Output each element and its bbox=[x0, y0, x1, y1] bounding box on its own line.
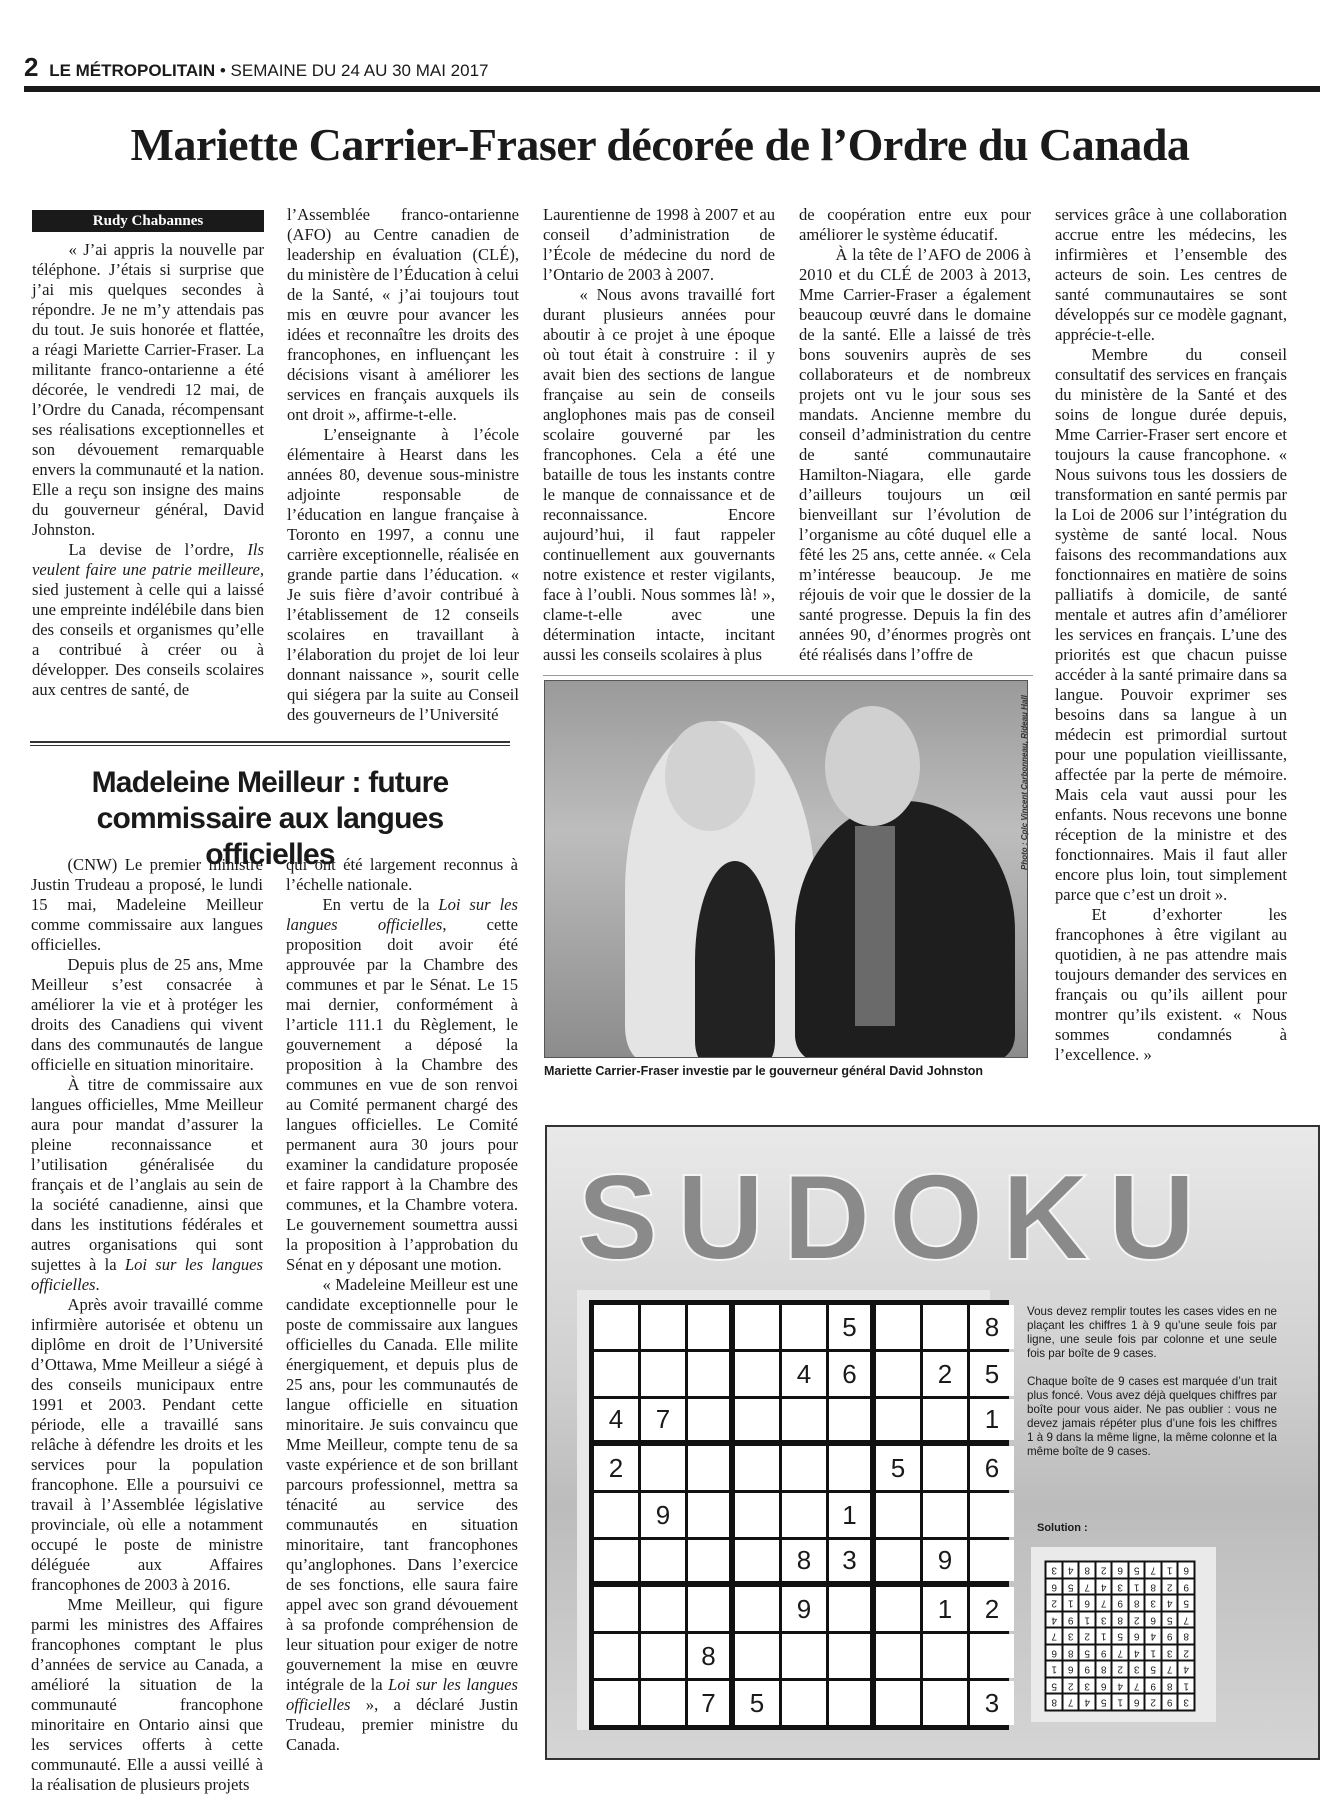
solution-cell: 3 bbox=[1097, 1613, 1112, 1628]
sudoku-panel bbox=[545, 1125, 1320, 1760]
solution-cell: 8 bbox=[1097, 1662, 1112, 1677]
photo-caption: Mariette Carrier-Fraser investie par le gouverneur général David Johnston bbox=[544, 1064, 984, 1078]
sudoku-cell[interactable] bbox=[735, 1587, 779, 1631]
solution-cell: 8 bbox=[1064, 1646, 1079, 1661]
sudoku-cell[interactable] bbox=[594, 1681, 638, 1725]
paragraph: l’Assemblée franco-ontarienne (AFO) au Centre canadien de leadership en évaluation (CLÉ), du ministère de l’Éducation à celui de la Santé, « j’ai toujours tout mis en œuvre pour avancer les idées et reconnaître les droits des francophones, en influençant les décisions visant à améliorer les services en français auxquels ils ont droit », affirme-t-elle. bbox=[287, 205, 519, 424]
sudoku-cell[interactable] bbox=[782, 1446, 826, 1490]
sudoku-cell[interactable] bbox=[641, 1352, 685, 1396]
sudoku-cell[interactable] bbox=[735, 1493, 779, 1537]
sudoku-cell[interactable]: 6 bbox=[970, 1446, 1014, 1490]
sudoku-cell[interactable]: 8 bbox=[782, 1540, 826, 1581]
solution-cell: 1 bbox=[1163, 1563, 1178, 1578]
solution-cell: 4 bbox=[1047, 1613, 1062, 1628]
article2-column-1 bbox=[31, 855, 263, 1795]
solution-cell: 6 bbox=[1146, 1613, 1161, 1628]
sudoku-cell[interactable] bbox=[923, 1681, 967, 1725]
photo-divider bbox=[543, 675, 1033, 676]
paragraph: qui ont été largement reconnus à l’échelle nationale. bbox=[286, 855, 518, 894]
solution-cell: 4 bbox=[1113, 1679, 1128, 1694]
solution-cell: 4 bbox=[1163, 1596, 1178, 1611]
solution-label: Solution : bbox=[1037, 1522, 1088, 1534]
paragraph: « Nous avons travaillé fort durant plusieurs années pour aboutir à ce projet à une époque où tout était à construire : il y avait bien des sections de langue française au sein de conseils anglophones mais pas de conseil scolaire gouverné par les francophones. Cela a été une bataille de tous les instants contre le manque de connaissance et de reconnaissance. Encore aujourd’hui, il faut rappeler continuellement aux gouvernants notre existence et rester vigilants, face à l’oubli. Nous sommes là! », clame-t-elle avec une détermination intacte, incitant aussi les conseils scolaires à plus bbox=[543, 285, 775, 664]
sudoku-cell[interactable] bbox=[876, 1681, 920, 1725]
solution-cell: 7 bbox=[1113, 1646, 1128, 1661]
solution-cell: 8 bbox=[1130, 1596, 1145, 1611]
solution-cell: 5 bbox=[1113, 1629, 1128, 1644]
sudoku-cell[interactable] bbox=[829, 1634, 870, 1678]
law-title-italic: Loi sur les langues officielles bbox=[286, 1675, 518, 1714]
paragraph: Laurentienne de 1998 à 2007 et au conseil d’administration de l’École de médecine du nord de l’Ontario de 2003 à 2007. bbox=[543, 205, 775, 284]
solution-cell: 4 bbox=[1179, 1662, 1194, 1677]
sudoku-cell[interactable] bbox=[876, 1399, 920, 1440]
sudoku-cell[interactable] bbox=[688, 1540, 729, 1581]
sudoku-grid-panel bbox=[577, 1290, 1000, 1730]
sudoku-cell[interactable] bbox=[688, 1399, 729, 1440]
sudoku-cell[interactable] bbox=[782, 1493, 826, 1537]
solution-cell: 9 bbox=[1064, 1613, 1079, 1628]
solution-cell: 9 bbox=[1163, 1695, 1178, 1710]
paragraph: Et d’exhorter les francophones à être vigilant au quotidien, à ne pas attendre mais toujours demander des services en français ou qu’ils aillent pour montrer qu’ils existent. « Nous sommes condamnés à l’excellence. » bbox=[1055, 905, 1287, 1064]
sudoku-cell[interactable]: 2 bbox=[970, 1587, 1014, 1631]
law-title-italic: Loi sur les langues officielles bbox=[286, 895, 518, 934]
paragraph: À titre de commissaire aux langues officielles, Mme Meilleur aura pour mandat d’assurer la pleine reconnaissance et l’utilisation généralisée du français et de l’anglais au sein de la société canadienne, ainsi que dans les institutions fédérales et autres organisations qui sont sujettes à la Loi sur les langues officielles. bbox=[31, 1075, 263, 1294]
solution-cell: 2 bbox=[1146, 1695, 1161, 1710]
solution-cell: 3 bbox=[1179, 1695, 1194, 1710]
sudoku-cell[interactable] bbox=[735, 1305, 779, 1349]
solution-cell: 7 bbox=[1080, 1580, 1095, 1595]
sudoku-cell[interactable]: 3 bbox=[829, 1540, 870, 1581]
paragraph: « Madeleine Meilleur est une candidate exceptionnelle pour le poste de commissaire aux langues officielles du Canada. Elle milite énergiquement, et depuis plus de 25 ans, pour les communautés de langue officielle en situation minoritaire. Je suis convaincu que Mme Meilleur, compte tenu de sa vaste expérience et de son brillant parcours professionnel, mettra sa ténacité au service des communautés en situation minoritaire, tant francophones qu’anglophones. Dans l’exercice de ses fonctions, elle saura faire appel avec son grand dévouement à sa profonde compréhension de leur situation pour exiger de notre gouvernement la mise en œuvre intégrale de la Loi sur les langues officielles », a déclaré Justin Trudeau, premier ministre du Canada. bbox=[286, 1275, 518, 1754]
law-title-italic: Loi sur les langues officielles bbox=[31, 1255, 263, 1294]
solution-cell: 8 bbox=[1080, 1563, 1095, 1578]
page-number: 2 bbox=[24, 52, 39, 82]
sudoku-cell[interactable] bbox=[923, 1446, 967, 1490]
sudoku-cell[interactable] bbox=[970, 1634, 1014, 1678]
solution-cell: 2 bbox=[1064, 1679, 1079, 1694]
masthead bbox=[24, 52, 1320, 83]
solution-cell: 9 bbox=[1146, 1679, 1161, 1694]
article1-column-4 bbox=[799, 205, 1031, 665]
solution-cell: 1 bbox=[1080, 1613, 1095, 1628]
solution-cell: 1 bbox=[1179, 1679, 1194, 1694]
sudoku-cell[interactable] bbox=[641, 1681, 685, 1725]
sudoku-cell[interactable] bbox=[829, 1681, 870, 1725]
sudoku-cell[interactable] bbox=[735, 1540, 779, 1581]
sudoku-cell[interactable]: 1 bbox=[970, 1399, 1014, 1440]
solution-cell: 7 bbox=[1097, 1596, 1112, 1611]
solution-cell: 8 bbox=[1179, 1629, 1194, 1644]
article1-column-2 bbox=[287, 205, 519, 725]
solution-cell: 3 bbox=[1113, 1580, 1128, 1595]
solution-cell: 1 bbox=[1130, 1580, 1145, 1595]
sudoku-cell[interactable] bbox=[735, 1399, 779, 1440]
motto-italic: Ils veulent faire une patrie meilleure bbox=[32, 540, 264, 579]
sudoku-cell[interactable] bbox=[688, 1305, 729, 1349]
solution-cell: 4 bbox=[1130, 1646, 1145, 1661]
article-divider-bottom bbox=[30, 745, 510, 746]
solution-cell: 9 bbox=[1080, 1662, 1095, 1677]
solution-cell: 2 bbox=[1047, 1596, 1062, 1611]
solution-cell: 3 bbox=[1064, 1629, 1079, 1644]
sudoku-cell[interactable]: 9 bbox=[641, 1493, 685, 1537]
sudoku-cell[interactable] bbox=[594, 1587, 638, 1631]
sudoku-cell[interactable] bbox=[923, 1493, 967, 1537]
solution-cell: 5 bbox=[1047, 1679, 1062, 1694]
sudoku-cell[interactable]: 7 bbox=[688, 1681, 729, 1725]
solution-cell: 6 bbox=[1080, 1596, 1095, 1611]
man-head bbox=[825, 706, 920, 826]
sudoku-cell[interactable] bbox=[735, 1352, 779, 1396]
sudoku-cell[interactable] bbox=[876, 1352, 920, 1396]
solution-cell: 2 bbox=[1080, 1629, 1095, 1644]
solution-cell: 9 bbox=[1179, 1580, 1194, 1595]
solution-cell: 6 bbox=[1113, 1563, 1128, 1578]
article-divider-top bbox=[30, 741, 510, 743]
sudoku-cell[interactable]: 4 bbox=[782, 1352, 826, 1396]
solution-cell: 6 bbox=[1064, 1662, 1079, 1677]
sudoku-cell[interactable]: 9 bbox=[782, 1587, 826, 1631]
sudoku-cell[interactable] bbox=[735, 1634, 779, 1678]
solution-cell: 1 bbox=[1113, 1695, 1128, 1710]
paragraph: Après avoir travaillé comme infirmière autorisée et obtenu un diplôme en droit de l’Université d’Ottawa, Mme Meilleur a siégé à des conseils municipaux entre 1991 et 2003. Pendant cette période, elle a travaillé sans relâche à défendre les droits et les services pour la population francophone. Elle a poursuivi ce travail à l’Assemblée législative provinciale, où elle a notamment occupé le poste de ministre déléguée aux Affaires francophones de 2003 à 2016. bbox=[31, 1295, 263, 1594]
sudoku-cell[interactable]: 1 bbox=[829, 1493, 870, 1537]
sudoku-cell[interactable] bbox=[641, 1634, 685, 1678]
sudoku-cell[interactable] bbox=[594, 1540, 638, 1581]
sudoku-cell[interactable] bbox=[641, 1446, 685, 1490]
solution-grid-upside-down bbox=[1045, 1561, 1196, 1712]
solution-cell: 2 bbox=[1163, 1580, 1178, 1595]
sudoku-cell[interactable]: 2 bbox=[923, 1352, 967, 1396]
solution-cell: 5 bbox=[1097, 1695, 1112, 1710]
sudoku-cell[interactable] bbox=[782, 1305, 826, 1349]
sudoku-cell[interactable]: 5 bbox=[735, 1681, 779, 1725]
solution-cell: 8 bbox=[1146, 1580, 1161, 1595]
solution-cell: 8 bbox=[1047, 1695, 1062, 1710]
paragraph: (CNW) Le premier ministre Justin Trudeau a proposé, le lundi 15 mai, Madeleine Meilleur comme commissaire aux langues officielles. bbox=[31, 855, 263, 954]
sudoku-cell[interactable]: 2 bbox=[594, 1446, 638, 1490]
article1-column-1 bbox=[32, 210, 264, 700]
sudoku-cell[interactable] bbox=[641, 1587, 685, 1631]
solution-cell: 3 bbox=[1163, 1646, 1178, 1661]
man-tie bbox=[855, 826, 895, 1026]
sudoku-cell[interactable]: 8 bbox=[970, 1305, 1014, 1349]
sudoku-cell[interactable] bbox=[923, 1634, 967, 1678]
solution-cell: 1 bbox=[1097, 1629, 1112, 1644]
sudoku-cell[interactable]: 4 bbox=[594, 1399, 638, 1440]
sudoku-cell[interactable] bbox=[688, 1587, 729, 1631]
solution-cell: 3 bbox=[1047, 1563, 1062, 1578]
sudoku-cell[interactable]: 1 bbox=[923, 1587, 967, 1631]
news-photo bbox=[544, 680, 1028, 1058]
solution-cell: 7 bbox=[1146, 1563, 1161, 1578]
solution-cell: 2 bbox=[1130, 1613, 1145, 1628]
solution-cell: 5 bbox=[1080, 1646, 1095, 1661]
sudoku-cell[interactable]: 9 bbox=[923, 1540, 967, 1581]
solution-cell: 8 bbox=[1163, 1679, 1178, 1694]
solution-cell: 5 bbox=[1146, 1662, 1161, 1677]
sudoku-cell[interactable] bbox=[688, 1352, 729, 1396]
solution-panel bbox=[1031, 1547, 1216, 1722]
masthead-rule bbox=[24, 86, 1320, 92]
sudoku-cell[interactable] bbox=[688, 1493, 729, 1537]
solution-cell: 8 bbox=[1113, 1613, 1128, 1628]
separator-dot: • bbox=[219, 61, 226, 80]
sudoku-cell[interactable] bbox=[782, 1399, 826, 1440]
sudoku-title: SUDOKU bbox=[577, 1149, 1214, 1285]
solution-cell: 3 bbox=[1080, 1679, 1095, 1694]
sudoku-grid[interactable] bbox=[589, 1300, 1009, 1730]
sudoku-cell[interactable] bbox=[970, 1540, 1014, 1581]
solution-cell: 7 bbox=[1130, 1679, 1145, 1694]
solution-cell: 4 bbox=[1097, 1580, 1112, 1595]
solution-cell: 5 bbox=[1163, 1613, 1178, 1628]
solution-cell: 6 bbox=[1130, 1629, 1145, 1644]
article1-headline: Mariette Carrier-Fraser décorée de l’Ordre du Canada bbox=[130, 119, 1190, 170]
sudoku-cell[interactable] bbox=[876, 1540, 920, 1581]
sudoku-cell[interactable] bbox=[876, 1305, 920, 1349]
sudoku-cell[interactable]: 8 bbox=[688, 1634, 729, 1678]
sudoku-instructions: Vous devez remplir toutes les cases vides en ne plaçant les chiffres 1 à 9 qu’une seule fois par ligne, une seule fois par colonne et une seule fois par boîte de 9 cases. Chaque boîte de 9 cases est marquée d’un trait plus foncé. Vous avez déjà quelques chiffres par boîte pour vous aider. Ne pas oublier : vous ne devez jamais répéter plus d’une fois les chiffres 1 à 9 dans la même ligne, la même colonne et la même boîte de 9 cases. bbox=[1027, 1305, 1277, 1458]
solution-cell: 5 bbox=[1179, 1596, 1194, 1611]
sudoku-cell[interactable] bbox=[876, 1634, 920, 1678]
solution-cell: 7 bbox=[1064, 1695, 1079, 1710]
article2-headline: Madeleine Meilleur : future commissaire aux langues officielles bbox=[91, 766, 449, 871]
sudoku-cell[interactable]: 5 bbox=[829, 1305, 870, 1349]
solution-cell: 6 bbox=[1047, 1580, 1062, 1595]
sudoku-cell[interactable] bbox=[876, 1587, 920, 1631]
solution-cell: 2 bbox=[1097, 1563, 1112, 1578]
solution-cell: 5 bbox=[1130, 1563, 1145, 1578]
paragraph: de coopération entre eux pour améliorer le système éducatif. bbox=[799, 205, 1031, 244]
sudoku-cell[interactable] bbox=[641, 1540, 685, 1581]
issue-date: SEMAINE DU 24 AU 30 MAI 2017 bbox=[230, 61, 489, 80]
solution-cell: 6 bbox=[1130, 1695, 1145, 1710]
paragraph: Membre du conseil consultatif des services en français du ministère de la Santé et des soins de longue durée depuis, Mme Carrier-Fraser sert encore et toujours la cause francophone. « Nous suivons tous les dossiers de transformation en santé permis par la Loi de 2006 sur l’intégration du système de santé local. Nous faisons des recommandations aux fonctionnaires en matière de soins palliatifs à domicile, de santé mentale et autres afin d’améliorer les services en français. L’une des priorités est que chacun puisse accéder à la santé primaire dans sa langue. Pouvoir exprimer ses besoins dans sa langue à un médecin est primordial surtout pour une population vieillissante, affectée par la perte de mémoire. Mais cela vaut aussi pour les enfants. Nous recevons une bonne réception de la ministre et des fonctionnaires. Mais il faut aller encore plus loin, tout simplement parce que c’est un droit ». bbox=[1055, 345, 1287, 904]
solution-cell: 5 bbox=[1064, 1580, 1079, 1595]
paragraph: L’enseignante à l’école élémentaire à Hearst dans les années 80, devenue sous-ministre adjointe responsable de l’éducation en langue française à Toronto en 1997, a connu une carrière exceptionnelle, réalisée en grande partie dans l’éducation. « Je suis fière d’avoir contribué à l’établissement de 12 conseils scolaires en travaillant à l’élaboration du projet de loi leur donnant naissance », sourit celle qui siégera par la suite au Conseil des gouverneurs de l’Université bbox=[287, 425, 519, 724]
solution-cell: 9 bbox=[1097, 1646, 1112, 1661]
solution-cell: 6 bbox=[1097, 1679, 1112, 1694]
sudoku-cell[interactable] bbox=[829, 1446, 870, 1490]
article2-column-2 bbox=[286, 855, 518, 1755]
sudoku-cell[interactable] bbox=[782, 1634, 826, 1678]
sudoku-cell[interactable] bbox=[641, 1305, 685, 1349]
man-suit bbox=[795, 801, 1015, 1058]
paragraph: « J’ai appris la nouvelle par téléphone. J’étais si surprise que j’ai mis quelques secondes à répondre. Je ne m’y attendais pas du tout. Je suis honorée et flattée, a réagi Mariette Carrier-Fraser. La militante franco-ontarienne a été décorée, le vendredi 12 mai, de l’Ordre du Canada, récompensant ses réalisations exceptionnelles et son dévouement remarquable envers la communauté et la nation. Elle a reçu son insigne des mains du gouverneur général, David Johnston. bbox=[32, 240, 264, 539]
sudoku-cell[interactable] bbox=[594, 1352, 638, 1396]
woman-top bbox=[695, 861, 775, 1058]
solution-cell: 3 bbox=[1146, 1596, 1161, 1611]
solution-cell: 7 bbox=[1179, 1613, 1194, 1628]
sudoku-cell[interactable] bbox=[876, 1493, 920, 1537]
solution-cell: 9 bbox=[1113, 1596, 1128, 1611]
solution-cell: 2 bbox=[1113, 1662, 1128, 1677]
solution-cell: 4 bbox=[1146, 1629, 1161, 1644]
paragraph: Depuis plus de 25 ans, Mme Meilleur s’est consacrée à améliorer la vie et à protéger les droits des Canadiens qui vivent dans des communautés de langue officielle en situation minoritaire. bbox=[31, 955, 263, 1074]
photo-credit: Photo : Cplc Vincent Carbonneau, Rideau Hall bbox=[1020, 695, 1029, 870]
solution-cell: 1 bbox=[1146, 1646, 1161, 1661]
solution-cell: 6 bbox=[1047, 1646, 1062, 1661]
solution-cell: 4 bbox=[1064, 1563, 1079, 1578]
solution-cell: 1 bbox=[1064, 1596, 1079, 1611]
solution-cell: 4 bbox=[1080, 1695, 1095, 1710]
sudoku-cell[interactable] bbox=[970, 1493, 1014, 1537]
sudoku-cell[interactable] bbox=[594, 1305, 638, 1349]
solution-cell: 9 bbox=[1163, 1629, 1178, 1644]
paragraph: Mme Meilleur, qui figure parmi les ministres des Affaires francophones comptant le plus d’années de service au Canada, a amélioré la situation de la communauté francophone minoritaire en Ontario ainsi que les services offerts à cette communauté. Elle a aussi veillé à la réalisation de plusieurs projets bbox=[31, 1595, 263, 1794]
article1-column-3 bbox=[543, 205, 775, 665]
solution-cell: 7 bbox=[1047, 1629, 1062, 1644]
paragraph: services grâce à une collaboration accrue entre les médecins, les infirmières et l’ensemble des acteurs de soin. Les centres de santé communautaires se sont développés sur ce modèle gagnant, apprécie-t-elle. bbox=[1055, 205, 1287, 344]
solution-cell: 7 bbox=[1163, 1662, 1178, 1677]
paragraph: En vertu de la Loi sur les langues officielles, cette proposition doit avoir été approuvée par la Chambre des communes et par le Sénat. Le 15 mai dernier, conformément à l’article 111.1 du Règlement, le gouvernement a déposé la proposition à la Chambre des communes en vue de son renvoi au Comité permanent chargé des langues officielles. Le Comité permanent aura 30 jours pour examiner la candidature proposée et faire rapport à la Chambre des communes, et la Chambre votera. Le gouvernement soumettra aussi la proposition à l’approbation du Sénat en y déposant une motion. bbox=[286, 895, 518, 1274]
paragraph: La devise de l’ordre, Ils veulent faire une patrie meilleure, sied justement à celle qui a laissé une empreinte indélébile dans bien des conseils et organismes qu’elle a contribué à créer ou à développer. Des conseils scolaires aux centres de santé, de bbox=[32, 540, 264, 699]
sudoku-cell[interactable]: 7 bbox=[641, 1399, 685, 1440]
woman-head bbox=[665, 721, 755, 831]
sudoku-cell[interactable] bbox=[594, 1634, 638, 1678]
sudoku-cell[interactable] bbox=[782, 1681, 826, 1725]
sudoku-cell[interactable]: 5 bbox=[876, 1446, 920, 1490]
solution-cell: 1 bbox=[1047, 1662, 1062, 1677]
sudoku-cell[interactable] bbox=[923, 1305, 967, 1349]
sudoku-cell[interactable]: 5 bbox=[970, 1352, 1014, 1396]
sudoku-cell[interactable] bbox=[923, 1399, 967, 1440]
sudoku-cell[interactable]: 3 bbox=[970, 1681, 1014, 1725]
paragraph: À la tête de l’AFO de 2006 à 2010 et du CLÉ de 2003 à 2013, Mme Carrier-Fraser a également beaucoup œuvré dans le domaine de la santé. Elle a laissé de très bons souvenirs auprès de ses collaborateurs et de nombreux projets ont vu le jour sous ses mandats. Ancienne membre du conseil d’administration du centre de santé communautaire Hamilton-Niagara, elle garde d’ailleurs toujours un œil bienveillant sur l’évolution de l’organisme au côté duquel elle a fêté les 25 ans, cette année. « Cela m’intéresse beaucoup. Je me réjouis de voir que le dossier de la santé progresse. Depuis la fin des années 90, d’énormes progrès ont été réalisés dans l’offre de bbox=[799, 245, 1031, 664]
sudoku-cell[interactable] bbox=[829, 1587, 870, 1631]
sudoku-cell[interactable] bbox=[594, 1493, 638, 1537]
publication-name: LE MÉTROPOLITAIN bbox=[49, 61, 216, 80]
solution-cell: 6 bbox=[1179, 1563, 1194, 1578]
sudoku-cell[interactable] bbox=[688, 1446, 729, 1490]
sudoku-cell[interactable] bbox=[829, 1399, 870, 1440]
solution-cell: 2 bbox=[1179, 1646, 1194, 1661]
sudoku-cell[interactable] bbox=[735, 1446, 779, 1490]
byline: Rudy Chabannes bbox=[32, 210, 264, 232]
sudoku-cell[interactable]: 6 bbox=[829, 1352, 870, 1396]
solution-cell: 3 bbox=[1130, 1662, 1145, 1677]
article1-column-5 bbox=[1055, 205, 1287, 1065]
